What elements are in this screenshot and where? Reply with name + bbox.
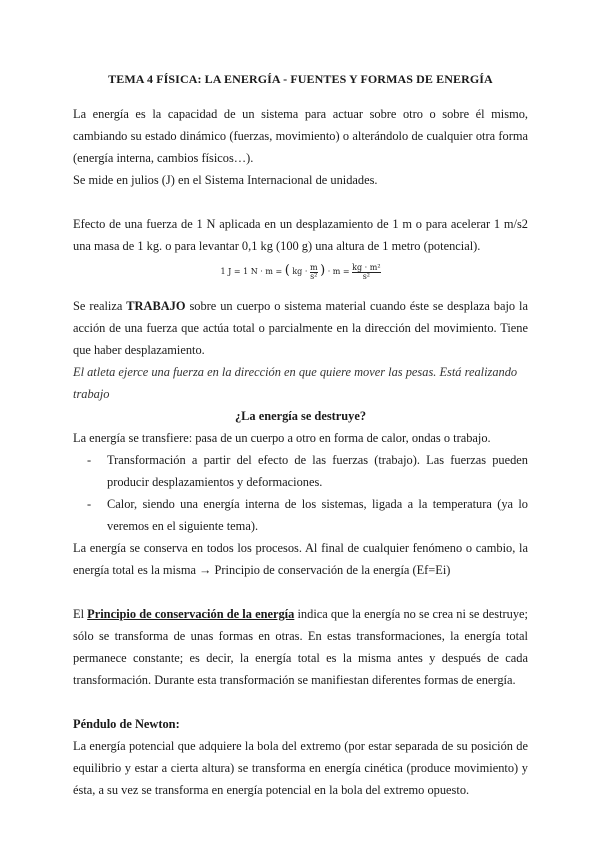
units-paragraph: Se mide en julios (J) en el Sistema Internacional de unidades. (73, 173, 378, 187)
document-body (73, 72, 528, 801)
principio-paragraph (73, 603, 528, 691)
trabajo-term: TRABAJO (126, 298, 186, 313)
spacer (73, 581, 528, 603)
formula-fraction-1 (310, 264, 318, 281)
trabajo-pre: Se realiza (73, 298, 127, 313)
formula-left: 1 J = 1 N · m = (220, 267, 285, 276)
principio-pre: El (73, 606, 88, 621)
list-dash: - (87, 496, 92, 511)
intro-paragraph: La energía es la capacidad de un sistema para actuar sobre otro o sobre él mismo, cambiando su estado dinámico (fuerzas, movimiento) o alterándolo de cualquier otra forma (energía interna, cambios físicos…). (73, 107, 528, 165)
pendulo-paragraph: La energía potencial que adquiere la bola del extremo (por estar separada de su posición de equilibrio y estar a cierta altura) se transforma en energía cinética (produce movimiento) y ésta, a su vez se transforma en energía potencial en la bola del extremo opuesto. (73, 738, 528, 797)
athlete-example: El atleta ejerce una fuerza en la dirección en que quiere mover las pesas. Está realizando trabajo (73, 364, 518, 401)
pendulo-heading-text: Péndulo de Newton: (73, 716, 180, 731)
spacer (73, 191, 528, 213)
list-item-text: Transformación a partir del efecto de las fuerzas (trabajo). Las fuerzas pueden producir desplazamientos y deformaciones. (107, 452, 528, 489)
destruye-heading: ¿La energía se destruye? (234, 408, 367, 423)
principio-term: Principio de conservación de la energía (87, 606, 295, 621)
fraction-1-denominator: s² (310, 271, 318, 281)
pendulo-heading (73, 713, 528, 735)
document-title: TEMA 4 FÍSICA: LA ENERGÍA - FUENTES Y FORMAS DE ENERGÍA (108, 72, 493, 86)
list-item (87, 449, 528, 493)
list-dash: - (87, 452, 92, 467)
transfer-list (73, 449, 528, 537)
spacer (73, 691, 528, 713)
formula-middle: · m = (327, 267, 353, 276)
trabajo-paragraph (73, 295, 528, 361)
list-item (87, 493, 528, 537)
principio-post: indica que la energía no se crea ni se destruye; sólo se transforma de unas formas en otras. En estas transformaciones, la energía total permanece constante; es decir, la energía total es la misma antes y después de cada transformación. Durante esta transformación se manifiestan diferentes formas de energía. (73, 606, 528, 687)
formula-fraction-2 (352, 264, 380, 281)
trabajo-post: sobre un cuerpo o sistema material cuando éste se desplaza bajo la acción de una fuerza que actúa total o parcialmente en la dirección del movimiento. Tiene que haber desplazamiento. (73, 298, 528, 357)
fraction-1-numerator: m (309, 262, 318, 272)
list-item-text: Calor, siendo una energía interna de los sistemas, ligada a la temperatura (ya lo veremos en el siguiente tema). (107, 496, 528, 533)
effect-paragraph: Efecto de una fuerza de 1 N aplicada en un desplazamiento de 1 m o para acelerar 1 m/s2 una masa de 1 kg. o para levantar 0,1 kg (100 g) una altura de 1 metro (potencial). (73, 217, 528, 253)
fraction-2-denominator: s² (362, 271, 371, 281)
formula-kg: kg · (292, 267, 308, 276)
joule-formula (73, 263, 528, 281)
formula-paren-close: ) (320, 263, 326, 278)
conserva-paragraph: La energía se conserva en todos los procesos. Al final de cualquier fenómeno o cambio, la energía total es la misma → Principio de conservación de la energía (Ef=Ei) (73, 540, 528, 577)
formula-paren-open: ( (284, 263, 290, 278)
transfer-paragraph: La energía se transfiere: pasa de un cuerpo a otro en forma de calor, ondas o trabajo. (73, 430, 491, 445)
fraction-2-numerator: kg · m² (352, 262, 381, 272)
